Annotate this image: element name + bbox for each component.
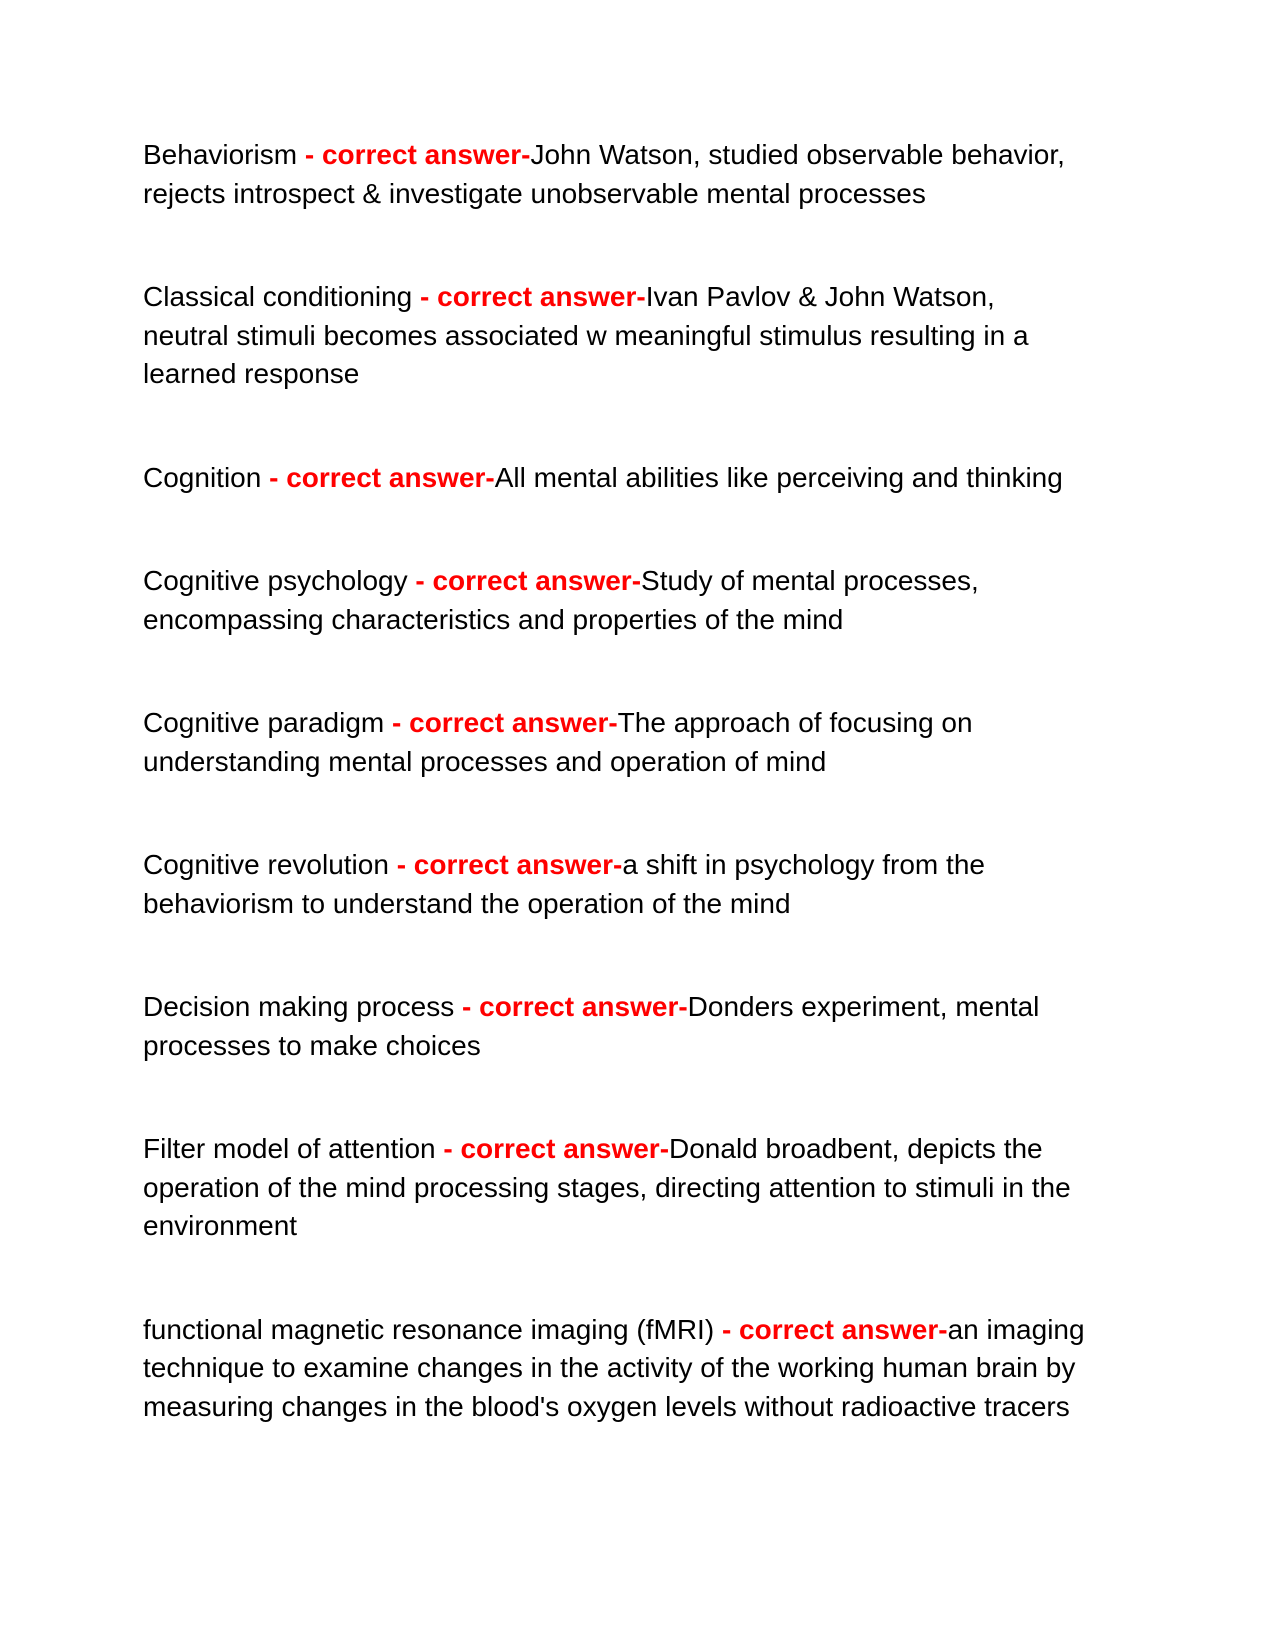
correct-answer-marker: - correct answer- <box>420 281 646 312</box>
definition-text: Donald broadbent, depicts the operation of the mind processing stages, directing attention to stimuli in the environment <box>143 1133 1071 1241</box>
flashcard-entry <box>143 1311 1088 1427</box>
correct-answer-marker: - correct answer- <box>462 991 688 1022</box>
flashcard-entry <box>143 459 1088 498</box>
term-text: Cognition <box>143 461 262 493</box>
definition-text: Donders experiment, mental processes to make choices <box>143 991 1040 1061</box>
correct-answer-marker: - correct answer- <box>269 461 495 493</box>
flashcard-entry <box>143 988 1088 1065</box>
term-text: Cognitive psychology <box>143 565 408 596</box>
correct-answer-marker: - correct answer- <box>304 139 531 170</box>
correct-answer-marker: - correct answer- <box>721 1313 948 1345</box>
term-text: Decision making process <box>143 991 455 1022</box>
flashcard-entry <box>143 1130 1088 1246</box>
flashcard-entry <box>143 846 1088 923</box>
flashcard-entry <box>143 704 1088 781</box>
definition-text: All mental abilities like perceiving and thinking <box>494 461 1063 493</box>
term-text: functional magnetic resonance imaging (fMRI) <box>143 1313 715 1345</box>
definition-text: Study of mental processes, encompassing characteristics and properties of the mind <box>143 565 979 635</box>
flashcard-entry <box>143 562 1088 639</box>
definition-text: an imaging technique to examine changes in the activity of the working human brain by measuring changes in the blood's oxygen levels without radioactive tracers <box>143 1313 1085 1422</box>
flashcard-entry <box>143 278 1088 394</box>
definition-text: Ivan Pavlov & John Watson, neutral stimuli becomes associated w meaningful stimulus resulting in a learned response <box>143 281 1029 389</box>
term-text: Classical conditioning <box>143 281 413 312</box>
term-text: Cognitive revolution <box>143 849 389 880</box>
definition-text: a shift in psychology from the behaviorism to understand the operation of the mind <box>143 849 985 919</box>
definition-text: The approach of focusing on understanding mental processes and operation of mind <box>143 707 973 777</box>
definition-text: John Watson, studied observable behavior, rejects introspect & investigate unobservable mental processes <box>143 139 1065 209</box>
correct-answer-marker: - correct answer- <box>443 1133 670 1164</box>
term-text: Filter model of attention <box>143 1133 436 1164</box>
term-text: Behaviorism <box>143 139 298 170</box>
correct-answer-marker: - correct answer- <box>396 849 623 880</box>
correct-answer-marker: - correct answer- <box>392 707 618 738</box>
correct-answer-marker: - correct answer- <box>415 565 642 596</box>
term-text: Cognitive paradigm <box>143 707 385 738</box>
flashcard-entry <box>143 136 1088 213</box>
